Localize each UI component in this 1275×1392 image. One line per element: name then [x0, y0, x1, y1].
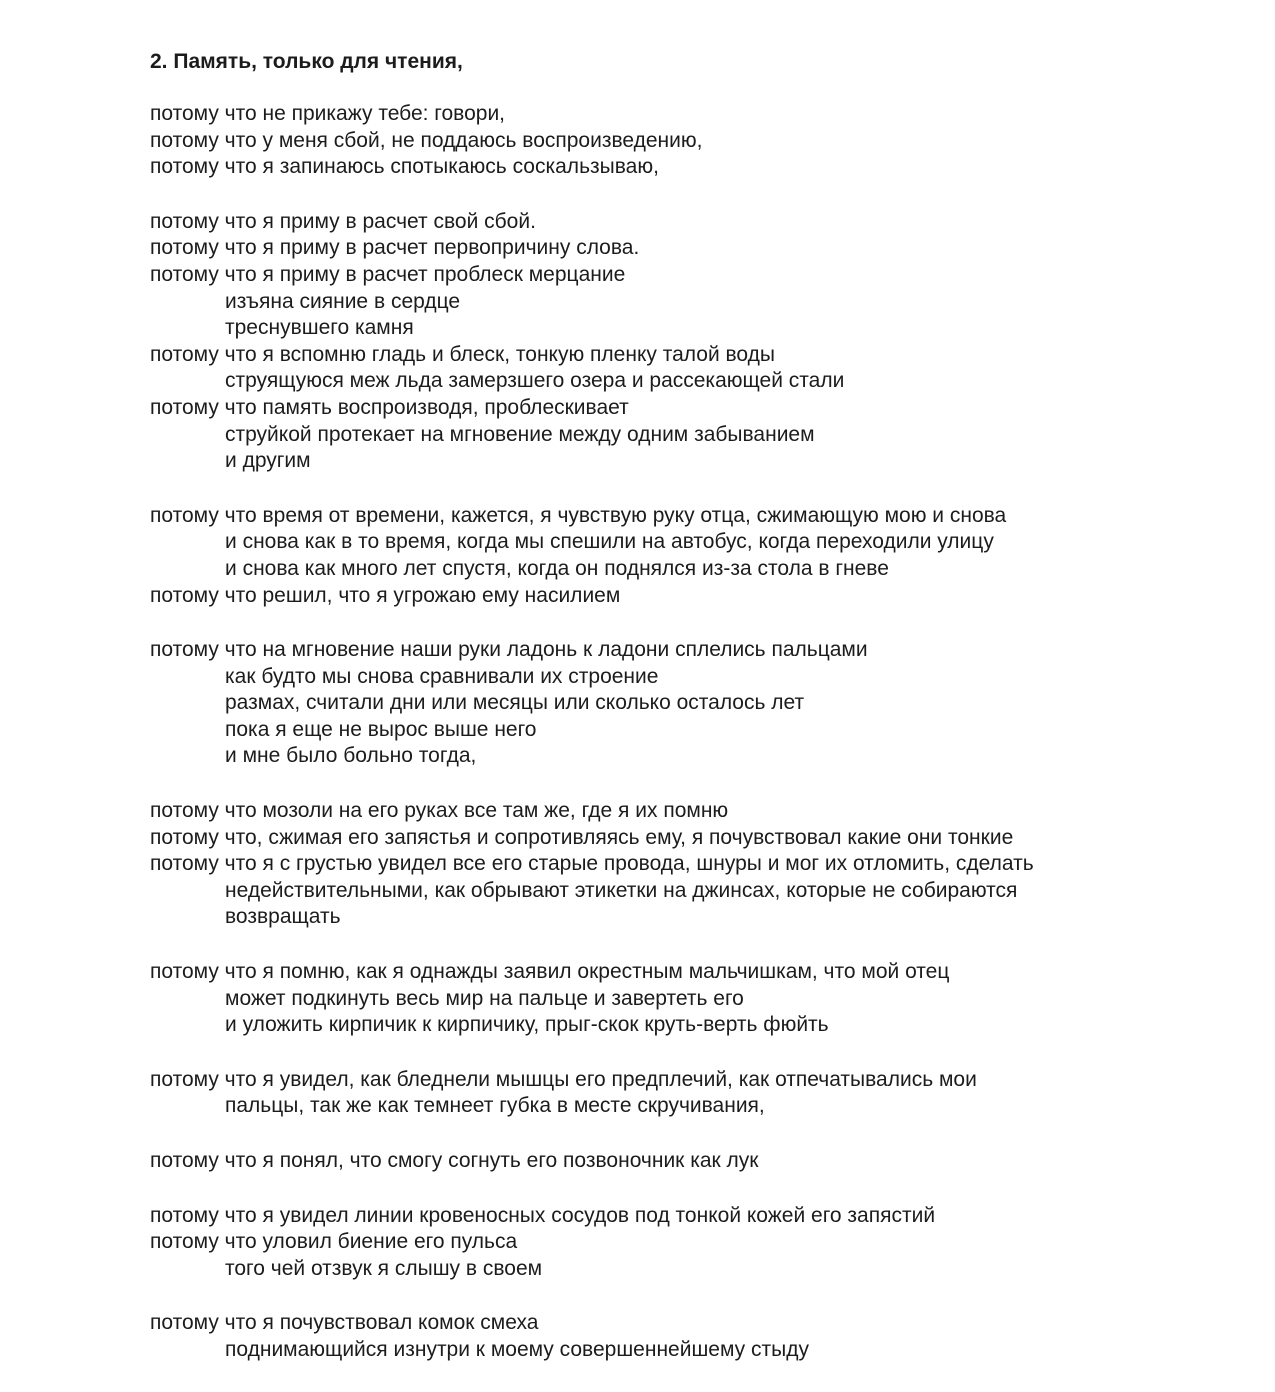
poem-line: потому что я запинаюсь спотыкаюсь соскальзываю, [150, 155, 659, 179]
poem-line-indented: пока я еще не вырос выше него [225, 717, 537, 741]
stanza [150, 798, 1260, 931]
poem-line-indented: пальцы, так же как темнеет губка в месте скручивания, [225, 1094, 765, 1118]
stanza [150, 1310, 1260, 1363]
poem-line-indented: недействительными, как обрывают этикетки на джинсах, которые не собираются [225, 878, 1018, 902]
poem-line: потому что я увидел линии кровеносных сосудов под тонкой кожей его запястий [150, 1203, 936, 1227]
poem-line-indented: может подкинуть весь мир на пальце и завертеть его [225, 986, 744, 1010]
poem-line: потому что я приму в расчет свой сбой. [150, 209, 536, 233]
poem-line-indented: струящуюся меж льда замерзшего озера и рассекающей стали [225, 369, 845, 393]
stanza [150, 1148, 1260, 1175]
poem-line: потому что не прикажу тебе: говори, [150, 102, 506, 125]
poem-line-indented: треснувшего камня [225, 316, 414, 340]
poem-line-indented: возвращать [225, 905, 341, 929]
poem-line: потому что время от времени, кажется, я чувствую руку отца, сжимающую мою и снова [150, 503, 1007, 527]
poem-line: потому что я вспомню гладь и блеск, тонкую пленку талой воды [150, 342, 775, 366]
poem-title: 2. Память, только для чтения, [150, 50, 463, 73]
stanza [150, 101, 1260, 181]
poem-line-indented: поднимающийся изнутри к моему совершеннейшему стыду [225, 1337, 809, 1361]
poem-line: потому что решил, что я угрожаю ему насилием [150, 583, 621, 607]
stanza [150, 637, 1260, 770]
poem-line-indented: и снова как много лет спустя, когда он поднялся из-за стола в гневе [225, 556, 889, 580]
poem-line: потому что, сжимая его запястья и сопротивляясь ему, я почувствовал какие они тонкие [150, 825, 1014, 849]
stanza [150, 1067, 1260, 1120]
stanza [150, 1203, 1260, 1283]
poem-line: потому что я увидел, как бледнели мышцы его предплечий, как отпечатывались мои [150, 1067, 977, 1091]
poem-line-indented: и другим [225, 449, 311, 473]
poem-line: потому что мозоли на его руках все там же, где я их помню [150, 799, 729, 823]
stanza [150, 959, 1260, 1039]
stanza [150, 209, 1260, 475]
poem-line: потому что на мгновение наши руки ладонь к ладони сплелись пальцами [150, 638, 868, 662]
poem-line-indented: как будто мы снова сравнивали их строение [225, 664, 659, 688]
poem-body [150, 101, 1260, 1364]
poem-line: потому что память воспроизводя, проблескивает [150, 395, 629, 419]
poem-line-indented: и мне было больно тогда, [225, 744, 477, 768]
poem-line-indented: того чей отзвук я слышу в своем [225, 1256, 543, 1280]
stanza [150, 503, 1260, 609]
poem-line: потому что я приму в расчет проблеск мерцание [150, 262, 626, 286]
poem-line-indented: и уложить кирпичик к кирпичику, прыг-скок круть-верть фюйть [225, 1013, 829, 1037]
poem-line: потому что у меня сбой, не поддаюсь воспроизведению, [150, 128, 703, 152]
poem-line: потому что я приму в расчет первопричину слова. [150, 236, 640, 260]
poem-line: потому что я понял, что смогу согнуть его позвоночник как лук [150, 1149, 759, 1172]
poem-line-indented: и снова как в то время, когда мы спешили на автобус, когда переходили улицу [225, 530, 994, 554]
poem-line-indented: струйкой протекает на мгновение между одним забыванием [225, 422, 815, 446]
poem-line-indented: изъяна сияние в сердце [225, 289, 461, 313]
poem-line: потому что я почувствовал комок смеха [150, 1311, 539, 1335]
document-page [150, 48, 1260, 1392]
poem-line: потому что я с грустью увидел все его старые провода, шнуры и мог их отломить, сделать [150, 852, 1034, 876]
poem-line-indented: размах, считали дни или месяцы или сколько осталось лет [225, 691, 805, 715]
poem-line: потому что я помню, как я однажды заявил окрестным мальчишкам, что мой отец [150, 960, 950, 984]
poem-line: потому что уловил биение его пульса [150, 1230, 518, 1254]
